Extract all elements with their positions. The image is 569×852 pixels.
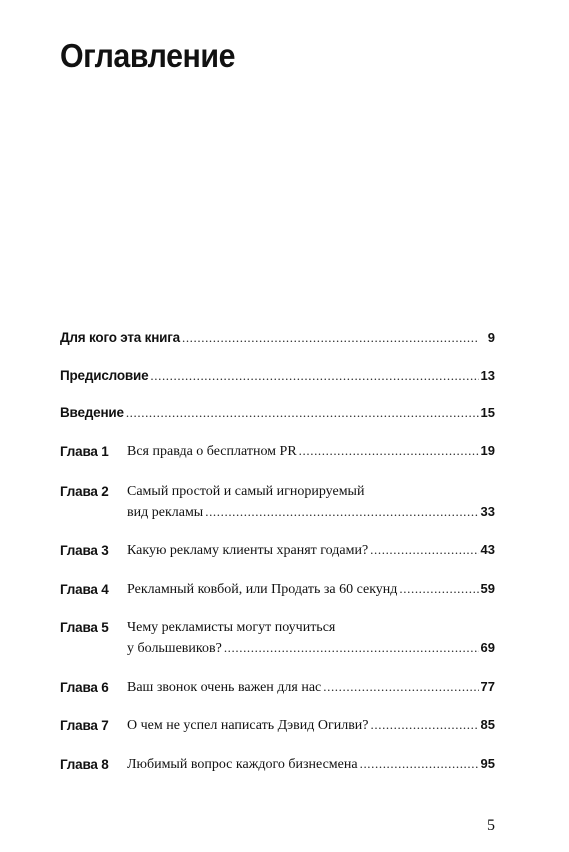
toc-entry-label: Глава 3 [60,543,109,558]
toc-entry-page: 15 [480,405,495,420]
toc-entry-page: 9 [487,330,495,345]
toc-entry-body [127,441,495,462]
toc-entry-line [127,638,495,659]
toc-entry-line [127,579,495,600]
toc-entry-body [127,677,495,698]
toc-leader-dots [205,502,478,522]
toc-entry-body [60,403,495,423]
toc-entry-label: Глава 7 [60,718,109,733]
toc-entry-line [60,403,495,423]
toc-leader-dots [323,677,478,697]
toc-entry-title: Какую рекламу клиенты хранят годами? [127,543,369,558]
toc-entry-line [127,754,495,775]
toc-leader-dots [299,441,479,461]
toc-entry-label: Глава 8 [60,757,109,772]
toc-entry-for-whom[interactable] [60,328,495,348]
toc-entry-title: Предисловие [60,368,149,383]
toc-leader-dots [371,715,479,735]
toc-entry-title: Вся правда о бесплатном PR [127,444,297,459]
toc-entry-body [60,328,495,348]
toc-entry-page: 13 [480,368,495,383]
toc-entry-page: 33 [480,504,495,519]
toc-entry-body [127,715,495,736]
toc-entry-label: Глава 4 [60,582,109,597]
toc-leader-dots [399,579,478,599]
toc-entry-body [127,579,495,600]
toc-entry-title: вид рекламы [127,505,204,520]
toc-entry-line [127,677,495,698]
toc-entry-label: Глава 1 [60,444,109,459]
toc-entry-body [127,754,495,775]
toc-leader-dots [126,403,479,423]
toc-entry-title: Для кого эта книга [60,330,180,345]
toc-leader-dots [182,328,479,348]
toc-entry-page: 43 [480,542,495,557]
toc-entry-line [60,366,495,386]
toc-entry-title: О чем не успел написать Дэвид Огилви? [127,718,369,733]
toc-entry-page: 69 [480,640,495,655]
toc-entry-page: 77 [480,679,495,694]
toc-entry-line [127,502,495,523]
toc-entry-title-line-1: Чему рекламисты могут поучиться [127,620,336,635]
toc-entry-body [127,540,495,561]
toc-leader-dots [224,638,479,658]
toc-entry-page: 95 [480,756,495,771]
toc-entry-chapter-3[interactable] [60,540,495,561]
page-title: Оглавление [60,37,236,74]
toc-entry-introduction[interactable] [60,403,495,423]
toc-entry-label: Глава 5 [60,620,109,635]
toc-entry-chapter-2[interactable] [60,482,495,523]
toc-entry-line [127,441,495,462]
toc-entry-line [127,540,495,561]
toc-entry-title: Любимый вопрос каждого бизнесмена [127,757,358,772]
toc-entry-body [60,366,495,386]
toc-entry-line [60,328,495,348]
toc-entry-title: Ваш звонок очень важен для нас [127,680,322,695]
toc-entry-page: 19 [480,443,495,458]
toc-entry-title: Рекламный ковбой, или Продать за 60 секунд [127,582,398,597]
toc-entry-page: 59 [480,581,495,596]
toc-entry-chapter-5[interactable] [60,618,495,659]
toc-entry-page: 85 [480,717,495,732]
toc-entry-preface[interactable] [60,366,495,386]
toc-entry-chapter-4[interactable] [60,579,495,600]
toc-leader-dots [150,366,478,386]
toc-entry-body [127,482,495,523]
toc-leader-dots [360,754,479,774]
toc-entry-line [127,715,495,736]
toc-entry-chapter-6[interactable] [60,677,495,698]
page-number: 5 [487,817,495,834]
toc-entry-chapter-1[interactable] [60,441,495,462]
toc-entry-title-line-1: Самый простой и самый игнорируемый [127,484,365,499]
toc-entry-chapter-7[interactable] [60,715,495,736]
toc-entry-body [127,618,495,659]
toc-entry-label: Глава 6 [60,680,109,695]
toc-entry-chapter-8[interactable] [60,754,495,775]
toc-entry-title: Введение [60,405,124,420]
toc-leader-dots [370,540,478,560]
toc-entry-label: Глава 2 [60,484,109,499]
toc-entry-title: у большевиков? [127,641,222,656]
